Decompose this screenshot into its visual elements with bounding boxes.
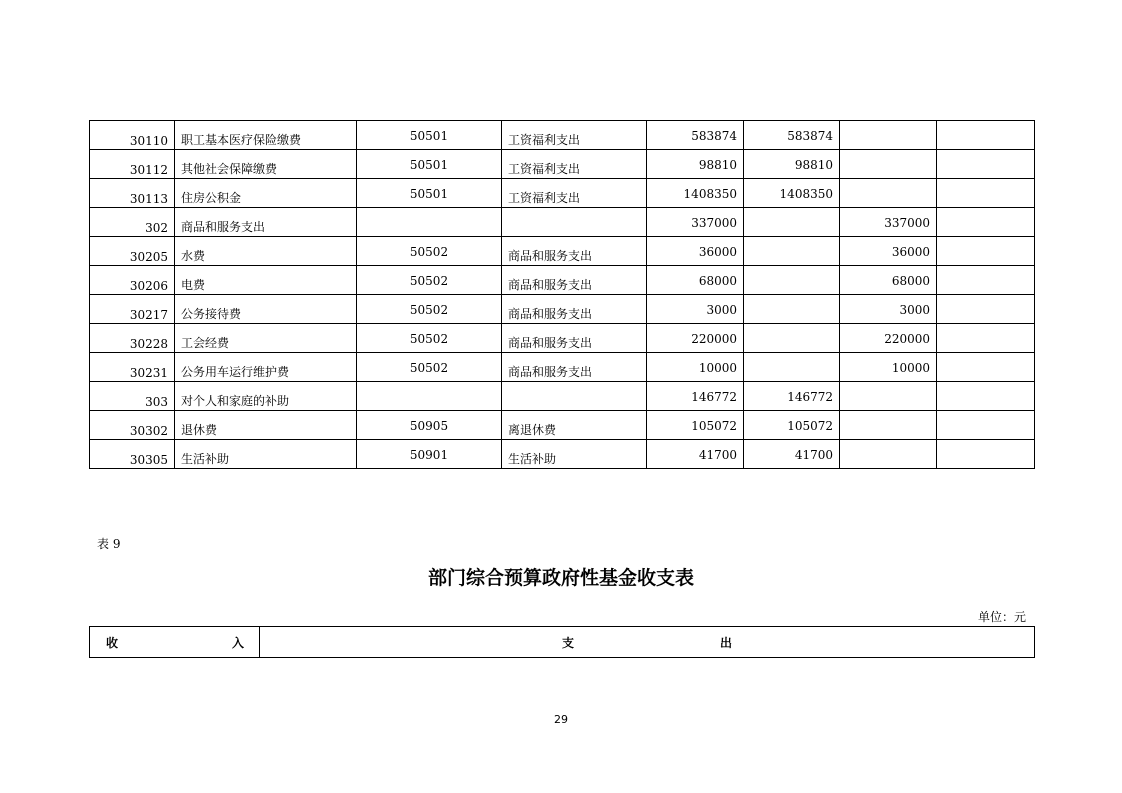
function-name-cell — [502, 208, 647, 237]
economic-code-cell: 30205 — [90, 237, 175, 266]
table-row — [90, 266, 1035, 295]
basic-expenditure-cell — [744, 353, 840, 382]
fund-table-header — [90, 627, 1035, 658]
income-header-char-2: 入 — [231, 635, 244, 650]
other-cell — [937, 295, 1035, 324]
expenditure-table-body — [90, 121, 1035, 469]
function-name-cell: 商品和服务支出 — [502, 266, 647, 295]
total-cell: 41700 — [647, 440, 744, 469]
function-name-cell: 商品和服务支出 — [502, 324, 647, 353]
project-expenditure-cell — [840, 411, 937, 440]
basic-expenditure-cell: 583874 — [744, 121, 840, 150]
economic-code-cell: 30302 — [90, 411, 175, 440]
function-code-cell: 50502 — [357, 324, 502, 353]
other-cell — [937, 208, 1035, 237]
table-row — [90, 150, 1035, 179]
table-row — [90, 179, 1035, 208]
economic-code-cell: 30113 — [90, 179, 175, 208]
economic-name-cell: 对个人和家庭的补助 — [175, 382, 357, 411]
function-name-cell: 生活补助 — [502, 440, 647, 469]
function-code-cell — [357, 382, 502, 411]
function-code-cell — [357, 208, 502, 237]
economic-name-cell: 退休费 — [175, 411, 357, 440]
other-cell — [937, 411, 1035, 440]
basic-expenditure-cell — [744, 324, 840, 353]
total-cell: 36000 — [647, 237, 744, 266]
total-cell: 146772 — [647, 382, 744, 411]
table-row — [90, 382, 1035, 411]
expense-header — [260, 627, 1035, 658]
economic-name-cell: 商品和服务支出 — [175, 208, 357, 237]
project-expenditure-cell: 10000 — [840, 353, 937, 382]
basic-expenditure-cell — [744, 266, 840, 295]
other-cell — [937, 179, 1035, 208]
economic-name-cell: 工会经费 — [175, 324, 357, 353]
function-code-cell: 50501 — [357, 179, 502, 208]
function-code-cell: 50501 — [357, 150, 502, 179]
total-cell: 583874 — [647, 121, 744, 150]
other-cell — [937, 353, 1035, 382]
economic-name-cell: 生活补助 — [175, 440, 357, 469]
economic-name-cell: 住房公积金 — [175, 179, 357, 208]
economic-code-cell: 30206 — [90, 266, 175, 295]
income-header — [90, 627, 260, 658]
other-cell — [937, 266, 1035, 295]
total-cell: 98810 — [647, 150, 744, 179]
economic-code-cell: 30228 — [90, 324, 175, 353]
function-code-cell: 50502 — [357, 266, 502, 295]
economic-name-cell: 电费 — [175, 266, 357, 295]
basic-expenditure-cell: 1408350 — [744, 179, 840, 208]
basic-expenditure-cell: 146772 — [744, 382, 840, 411]
basic-expenditure-cell — [744, 237, 840, 266]
income-header-char-1: 收 — [106, 635, 119, 650]
other-cell — [937, 324, 1035, 353]
project-expenditure-cell — [840, 121, 937, 150]
function-name-cell: 商品和服务支出 — [502, 353, 647, 382]
economic-code-cell: 30305 — [90, 440, 175, 469]
other-cell — [937, 440, 1035, 469]
function-code-cell: 50502 — [357, 353, 502, 382]
economic-name-cell: 公务用车运行维护费 — [175, 353, 357, 382]
table-label: 表 9 — [97, 537, 121, 551]
function-name-cell: 商品和服务支出 — [502, 237, 647, 266]
table-row — [90, 295, 1035, 324]
expense-header-char-2: 出 — [719, 635, 732, 650]
table-row — [90, 324, 1035, 353]
economic-code-cell: 30231 — [90, 353, 175, 382]
economic-name-cell: 职工基本医疗保险缴费 — [175, 121, 357, 150]
economic-name-cell: 水费 — [175, 237, 357, 266]
total-cell: 1408350 — [647, 179, 744, 208]
total-cell: 337000 — [647, 208, 744, 237]
project-expenditure-cell — [840, 382, 937, 411]
function-code-cell: 50502 — [357, 295, 502, 324]
table-row — [90, 237, 1035, 266]
economic-name-cell: 公务接待费 — [175, 295, 357, 324]
page-number: 29 — [554, 713, 568, 726]
function-code-cell: 50901 — [357, 440, 502, 469]
function-code-cell: 50905 — [357, 411, 502, 440]
function-name-cell: 商品和服务支出 — [502, 295, 647, 324]
total-cell: 68000 — [647, 266, 744, 295]
table-row — [90, 208, 1035, 237]
function-name-cell: 工资福利支出 — [502, 179, 647, 208]
project-expenditure-cell — [840, 179, 937, 208]
project-expenditure-cell: 68000 — [840, 266, 937, 295]
other-cell — [937, 237, 1035, 266]
other-cell — [937, 382, 1035, 411]
project-expenditure-cell: 36000 — [840, 237, 937, 266]
function-name-cell — [502, 382, 647, 411]
economic-code-cell: 303 — [90, 382, 175, 411]
project-expenditure-cell: 337000 — [840, 208, 937, 237]
function-name-cell: 离退休费 — [502, 411, 647, 440]
project-expenditure-cell — [840, 150, 937, 179]
function-code-cell: 50501 — [357, 121, 502, 150]
other-cell — [937, 121, 1035, 150]
basic-expenditure-cell — [744, 295, 840, 324]
economic-code-cell: 30112 — [90, 150, 175, 179]
function-code-cell: 50502 — [357, 237, 502, 266]
economic-code-cell: 30110 — [90, 121, 175, 150]
project-expenditure-cell — [840, 440, 937, 469]
project-expenditure-cell: 3000 — [840, 295, 937, 324]
page-title: 部门综合预算政府性基金收支表 — [427, 567, 694, 589]
basic-expenditure-cell: 98810 — [744, 150, 840, 179]
economic-code-cell: 30217 — [90, 295, 175, 324]
total-cell: 3000 — [647, 295, 744, 324]
function-name-cell: 工资福利支出 — [502, 150, 647, 179]
economic-code-cell: 302 — [90, 208, 175, 237]
basic-expenditure-cell: 105072 — [744, 411, 840, 440]
table-row — [90, 411, 1035, 440]
economic-name-cell: 其他社会保障缴费 — [175, 150, 357, 179]
basic-expenditure-cell: 41700 — [744, 440, 840, 469]
total-cell: 10000 — [647, 353, 744, 382]
project-expenditure-cell: 220000 — [840, 324, 937, 353]
fund-table — [89, 626, 1035, 658]
table-row — [90, 353, 1035, 382]
function-name-cell: 工资福利支出 — [502, 121, 647, 150]
expenditure-table — [89, 120, 1035, 469]
total-cell: 105072 — [647, 411, 744, 440]
table-row — [90, 121, 1035, 150]
basic-expenditure-cell — [744, 208, 840, 237]
other-cell — [937, 150, 1035, 179]
unit-label: 单位：元 — [977, 610, 1026, 624]
expense-header-char-1: 支 — [562, 635, 575, 650]
total-cell: 220000 — [647, 324, 744, 353]
table-row — [90, 440, 1035, 469]
